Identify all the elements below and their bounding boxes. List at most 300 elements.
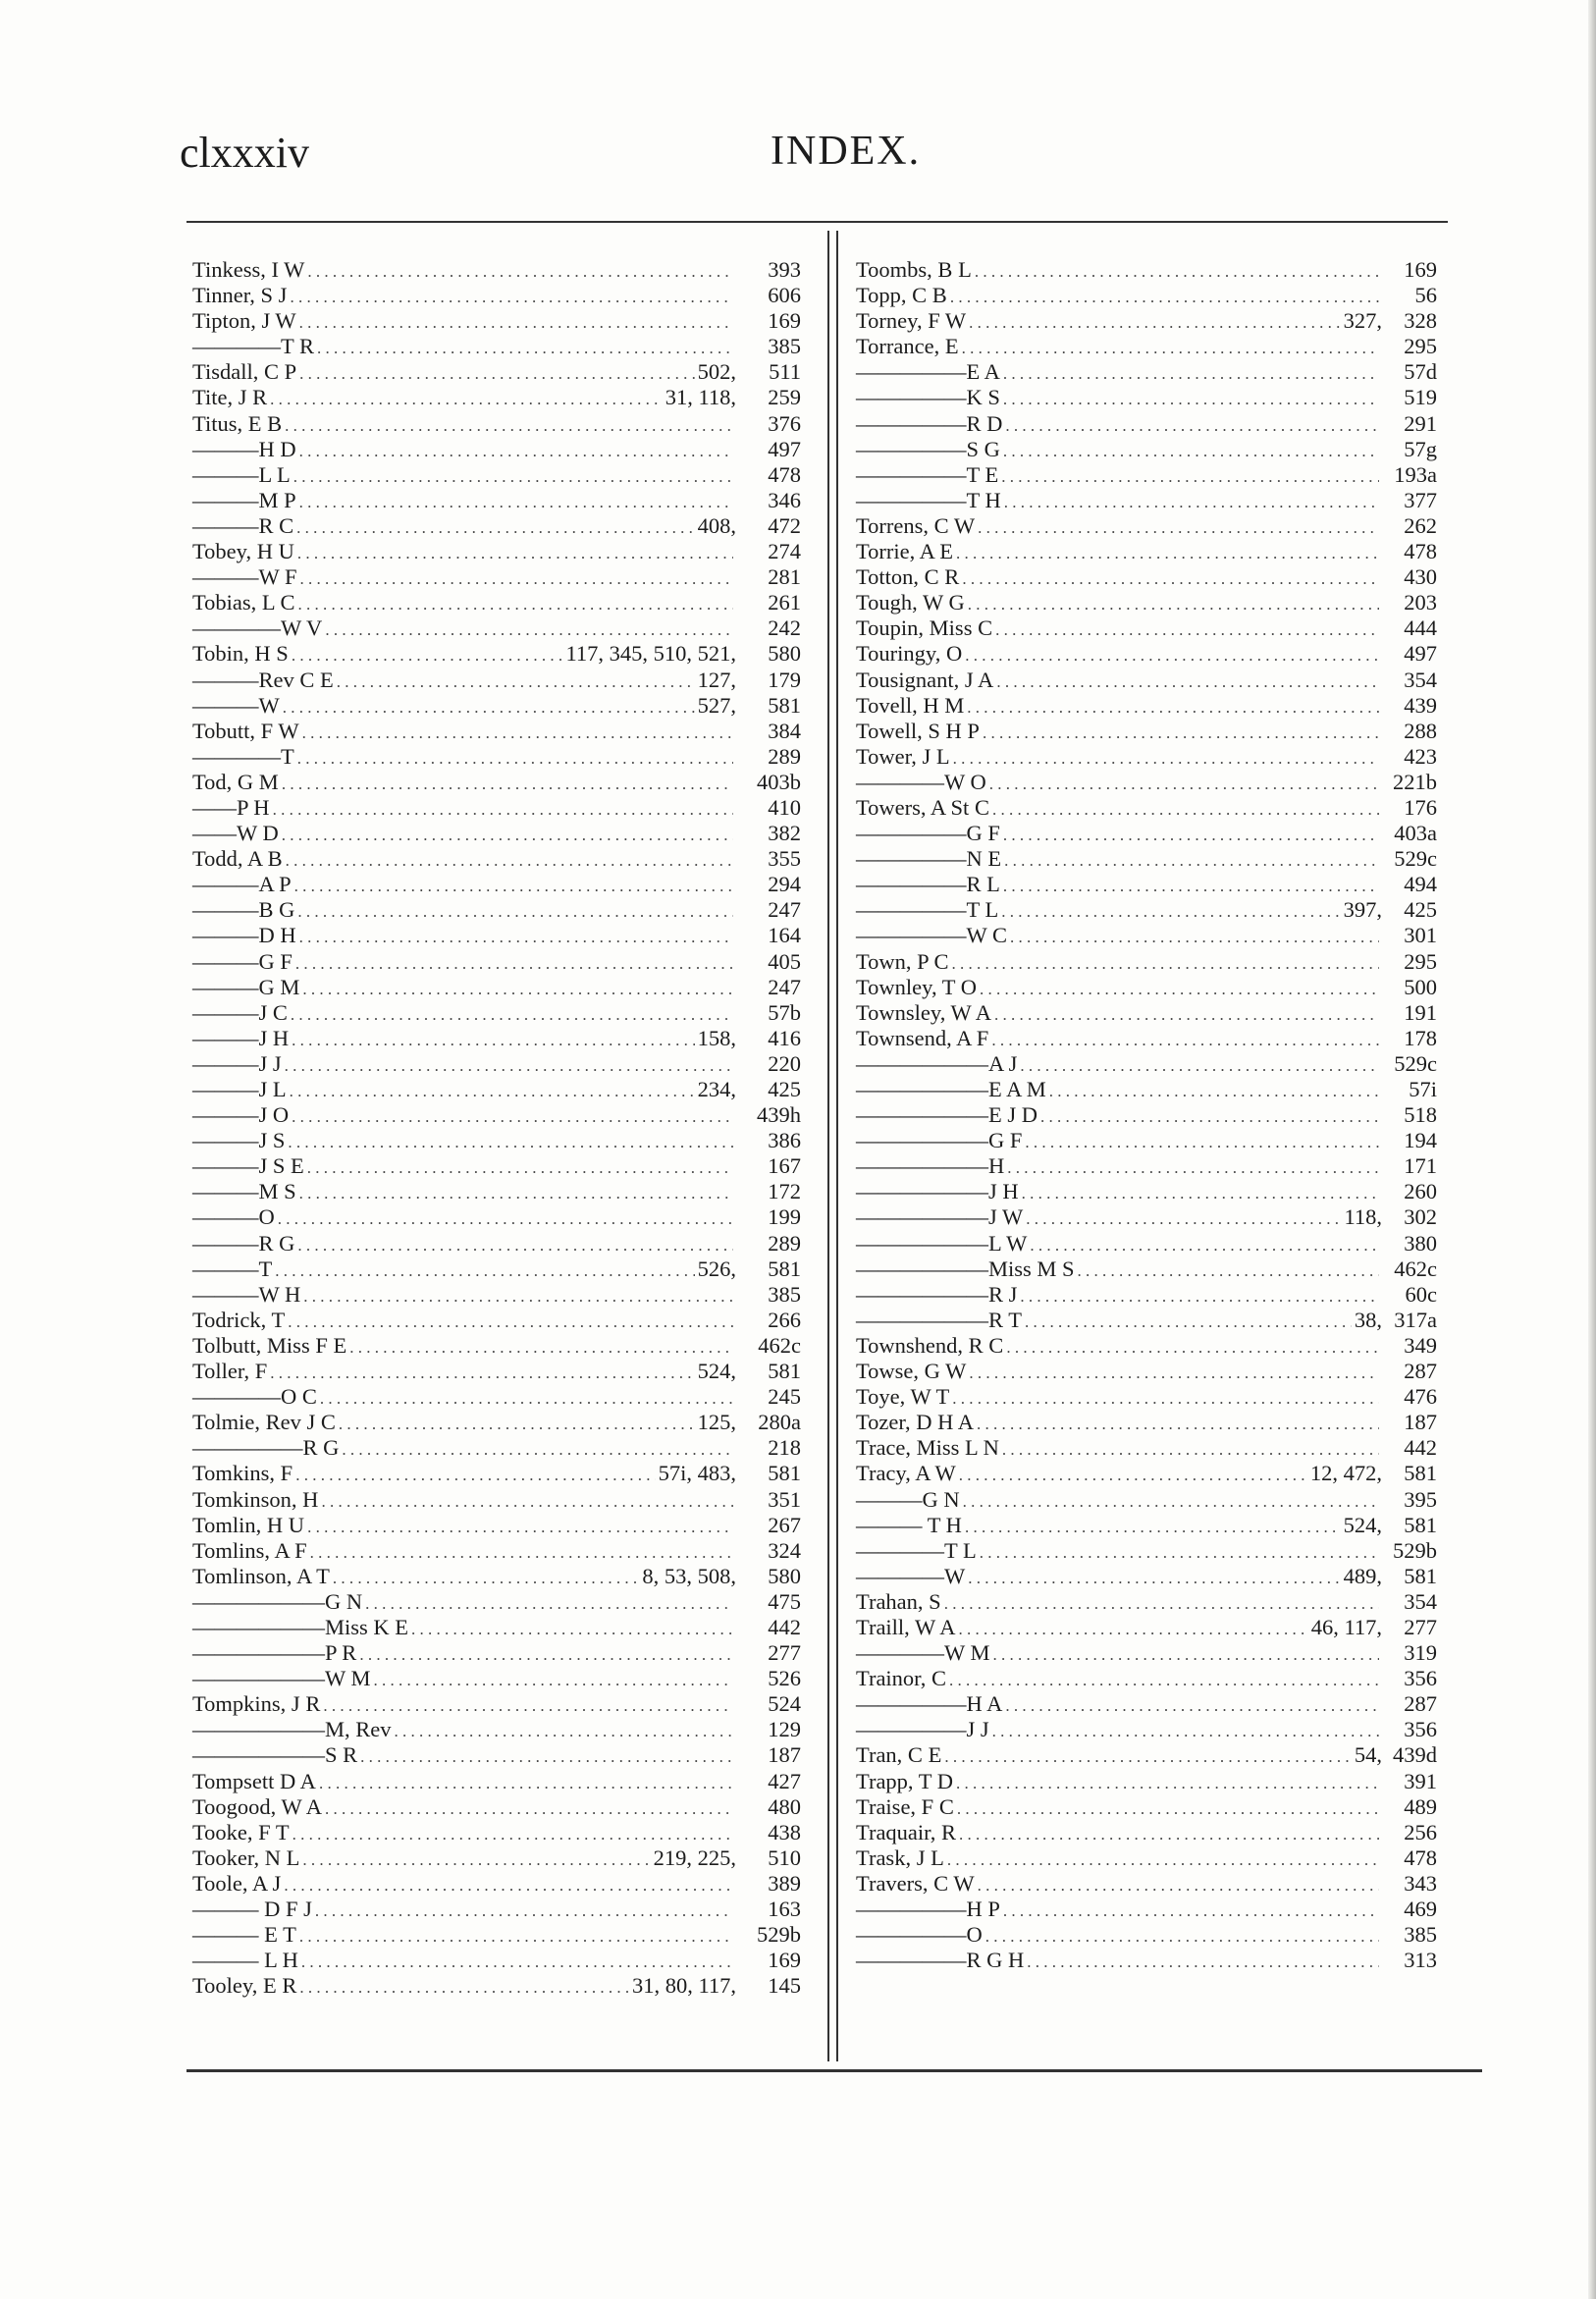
index-entry [856,1742,1437,1768]
entry-name: Torrens, C W [856,512,976,538]
entry-name: —————R G [192,1435,340,1461]
index-entry [856,1461,1437,1486]
entry-name: Tomkins, F [192,1461,293,1486]
entry-page: 416 [768,1025,801,1050]
entry-name: Toogood, W A [192,1793,322,1819]
index-entry [192,462,801,488]
dot-leader [286,851,733,871]
entry-page: 172 [768,1179,801,1204]
entry-name: Tooley, E R [192,1973,297,1999]
dot-leader [270,390,663,409]
dot-leader [1003,364,1379,384]
index-entry [192,1128,801,1153]
index-entry [192,1640,801,1666]
entry-page: 389 [768,1870,801,1896]
entry-name: ————O C [192,1384,317,1410]
index-entry [856,1871,1437,1897]
entry-name: Traise, F C [856,1793,954,1819]
dot-leader [307,1518,733,1537]
index-entry [192,719,801,744]
entry-name: ———W [192,692,280,718]
index-entry [192,539,801,564]
dot-leader [1001,467,1379,487]
entry-page: 403b [757,769,801,794]
index-entry [192,1513,801,1538]
index-entry [192,1564,801,1589]
entry-page: 164 [768,923,801,948]
entry-page: 385 [768,334,801,359]
dot-leader [956,1774,1379,1793]
entry-name: ——— T H [856,1512,962,1537]
dot-leader [963,1492,1379,1512]
entry-name: ———H D [192,436,296,461]
dot-leader [288,1133,733,1152]
entry-page: 386 [768,1128,801,1153]
index-entry [192,1282,801,1308]
dot-leader [325,1799,733,1819]
dot-leader [299,1184,733,1203]
entry-page: 377 [1404,487,1437,512]
index-entry [856,1769,1437,1794]
entry-page: 169 [768,308,801,334]
index-entry [856,1487,1437,1513]
entry-name: ——————E A M [856,1077,1046,1101]
entry-name: Tobutt, F W [192,718,299,743]
entry-name: ———B G [192,897,295,923]
index-entry [856,615,1437,641]
entry-name: Tomlins, A F [192,1537,307,1563]
index-entry [856,1513,1437,1538]
index-entry [856,1179,1437,1204]
dot-leader [292,1107,733,1127]
entry-page: 529b [757,1922,801,1948]
entry-name: Trask, J L [856,1845,944,1870]
dot-leader [299,364,695,384]
dot-leader [297,902,733,922]
index-entry [856,513,1437,539]
dot-leader [299,313,733,333]
entry-page: 328 [1404,308,1437,334]
index-entry [192,1666,801,1691]
index-entry [856,539,1437,564]
entry-page: 427 [768,1768,801,1793]
entry-name: Torney, F W [856,308,967,334]
index-entry [856,1153,1437,1179]
entry-name: Townley, T O [856,974,978,999]
dot-leader [975,262,1379,282]
entry-name: Tolmie, Rev J C [192,1410,336,1435]
index-entry [192,1308,801,1333]
entry-page: 478 [1404,539,1437,564]
index-entry [856,1333,1437,1359]
entry-page: 384 [768,718,801,743]
dot-leader [339,1415,695,1434]
entry-page: 462c [1394,1256,1437,1281]
index-entry [856,975,1437,1000]
entry-page: 194 [1404,1128,1437,1153]
entry-page: 511 [769,359,801,385]
index-entry [192,1742,801,1768]
index-entry [192,872,801,897]
dot-leader [962,339,1379,358]
dot-leader [296,518,694,538]
dot-leader [282,826,733,845]
entry-name: Toole, A J [192,1870,282,1896]
entry-page: 277 [768,1640,801,1666]
entry-name: Tomkinson, H [192,1486,319,1512]
index-entry [192,308,801,334]
entry-page: 529c [1394,1050,1437,1076]
entry-page: 581 [1404,1563,1437,1588]
index-entry [192,1384,801,1410]
entry-name: ——— D F J [192,1897,312,1921]
entry-name: ——————P R [192,1640,357,1666]
entry-references: 408, [697,512,736,538]
entry-page: 60c [1405,1281,1437,1307]
index-entry [192,1948,801,1973]
dot-leader [1004,851,1379,871]
dot-leader [299,569,733,589]
dot-leader [295,954,733,974]
entry-page: 580 [768,1563,801,1588]
entry-page: 497 [1404,641,1437,667]
entry-page: 245 [768,1384,801,1410]
entry-name: Trainor, C [856,1666,947,1691]
entry-name: Titus, E B [192,410,283,436]
entry-references: 397, [1343,897,1382,923]
entry-name: —————S G [856,436,1000,461]
entry-page: 469 [1404,1897,1437,1921]
dot-leader [959,1825,1379,1845]
entry-name: Tite, J R [192,385,268,410]
entry-page: 497 [768,436,801,461]
entry-page: 262 [1404,512,1437,538]
entry-page: 163 [768,1897,801,1921]
entry-page: 129 [768,1717,801,1742]
dot-leader [307,1158,733,1178]
entry-name: ———J O [192,1102,290,1128]
dot-leader [303,1287,733,1307]
dot-leader [293,1825,733,1845]
entry-name: ———J J [192,1050,282,1076]
dot-leader [977,1415,1379,1434]
column-divider [827,231,838,2061]
dot-leader [969,1363,1379,1383]
index-entry [192,1538,801,1564]
entry-page: 480 [768,1793,801,1819]
entry-page: 319 [1404,1640,1437,1666]
entry-name: ——————G N [192,1588,363,1614]
entry-name: ———J H [192,1025,290,1050]
entry-page: 526 [768,1666,801,1691]
entry-name: Travers, C W [856,1870,975,1896]
entry-name: Towell, S H P [856,718,980,743]
entry-page: 301 [1404,923,1437,948]
entry-page: 385 [1404,1922,1437,1948]
index-entry [192,334,801,359]
dot-leader [1030,1236,1379,1256]
entry-page: 494 [1404,872,1437,897]
dot-leader [278,1209,733,1229]
entry-page: 218 [768,1435,801,1461]
entry-references: 46, 117, [1310,1614,1382,1639]
entry-name: ————W [856,1563,966,1588]
dot-leader [1007,1158,1379,1178]
dot-leader [994,1005,1379,1025]
index-entry [192,1922,801,1948]
entry-name: ———L L [192,461,291,487]
dot-leader [302,980,733,999]
entry-page: 425 [768,1077,801,1101]
entry-page: 581 [1404,1512,1437,1537]
index-entry [856,308,1437,334]
entry-page: 439 [1404,692,1437,718]
entry-page: 606 [768,283,801,308]
dot-leader [320,1389,733,1409]
entry-references: 524, [697,1359,736,1384]
entry-name: ———G N [856,1486,960,1512]
entry-references: 127, [697,667,736,692]
entry-name: ———R C [192,512,294,538]
entry-name: ——W D [192,821,279,846]
dot-leader [319,1774,733,1793]
entry-name: —————N E [856,846,1002,872]
entry-name: Trapp, T D [856,1768,953,1793]
dot-leader [962,569,1379,589]
dot-leader [1025,1133,1379,1152]
dot-leader [273,800,733,820]
entry-name: Tod, G M [192,769,279,794]
dot-leader [295,1466,655,1485]
scan-edge-shadow [1588,0,1596,2299]
index-entry [192,1231,801,1256]
entry-page: 356 [1404,1717,1437,1742]
entry-page: 439h [757,1102,801,1128]
dot-leader [1022,1184,1379,1203]
entry-page: 247 [768,974,801,999]
entry-name: —————J J [856,1717,989,1742]
entry-page: 288 [1404,718,1437,743]
entry-name: Tomlin, H U [192,1512,305,1537]
dot-leader [299,1978,629,1998]
dot-leader [290,1082,695,1101]
entry-name: ——— E T [192,1922,296,1948]
index-entry [856,437,1437,462]
dot-leader [325,620,733,640]
dot-leader [292,646,563,666]
entry-references: 8, 53, 508, [642,1563,736,1588]
dot-leader [1020,1287,1379,1307]
entry-page: 324 [768,1537,801,1563]
entry-name: —————W C [856,923,1007,948]
entry-name: Tran, C E [856,1742,942,1768]
entry-page: 519 [1404,385,1437,410]
index-entry [856,668,1437,693]
entry-name: Tough, W G [856,590,965,615]
index-entry [856,359,1437,385]
index-entry [192,770,801,795]
index-entry [192,359,801,385]
dot-leader [1006,1338,1379,1358]
index-entry [192,385,801,410]
dot-leader [947,1850,1379,1870]
entry-name: Torrie, A E [856,539,954,564]
index-entry [856,1204,1437,1230]
entry-page: 281 [768,564,801,590]
index-entry [192,488,801,513]
entry-page: 351 [768,1486,801,1512]
entry-references: 502, [697,359,736,385]
index-entry [856,1922,1437,1948]
index-entry [192,1051,801,1077]
entry-page: 355 [768,846,801,872]
index-entry [856,1026,1437,1051]
index-entry [192,1204,801,1230]
entry-page: 57d [1404,359,1437,385]
dot-leader [1027,1952,1379,1972]
entry-name: Tooke, F T [192,1819,290,1845]
dot-leader [292,1031,694,1050]
entry-page: 266 [768,1307,801,1332]
entry-name: Totton, C R [856,564,960,590]
entry-name: Trace, Miss L N [856,1435,999,1461]
index-entry [856,719,1437,744]
index-entry [856,1102,1437,1128]
entry-page: 289 [768,1230,801,1256]
index-entry [192,257,801,283]
index-entry [192,1794,801,1820]
entry-name: Toller, F [192,1359,268,1384]
entry-name: Trahan, S [856,1588,941,1614]
index-entry [192,1820,801,1845]
entry-page: 302 [1404,1204,1437,1230]
entry-name: Tracy, A W [856,1461,956,1486]
entry-name: —————T L [856,897,999,923]
entry-page: 56 [1414,283,1437,308]
entry-name: Townsend, A F [856,1025,989,1050]
dot-leader [989,775,1379,794]
entry-name: ———Rev C E [192,667,334,692]
entry-name: ————W M [856,1640,990,1666]
index-entry [192,1333,801,1359]
index-entry [856,1000,1437,1026]
dot-leader [957,1799,1379,1819]
dot-leader [1026,1209,1341,1229]
dot-leader [359,1645,733,1665]
entry-name: ——————Miss M S [856,1256,1075,1281]
index-entry [192,846,801,872]
entry-name: Traill, W A [856,1614,956,1639]
index-entry [856,1435,1437,1461]
entry-name: Tousignant, J A [856,667,994,692]
entry-name: Tinkess, I W [192,257,305,282]
entry-name: Torrance, E [856,334,959,359]
index-entry [192,949,801,975]
index-entry [856,1640,1437,1666]
index-entry [856,744,1437,770]
entry-name: Toupin, Miss C [856,615,993,641]
entry-page: 295 [1404,948,1437,974]
entry-name: Tinner, S J [192,283,288,308]
entry-page: 403a [1394,821,1437,846]
dot-leader [959,1620,1308,1639]
dot-leader [323,1696,733,1716]
entry-name: ———J L [192,1077,287,1101]
dot-leader [996,672,1379,692]
entry-page: 291 [1404,410,1437,436]
entry-references: 118, [1344,1204,1382,1230]
entry-page: 393 [768,257,801,282]
index-entry [192,795,801,821]
entry-name: ——P H [192,794,270,820]
index-entry [856,1615,1437,1640]
index-entry [192,1769,801,1794]
dot-leader [302,1850,650,1870]
dot-leader [321,1492,733,1512]
entry-name: Toombs, B L [856,257,972,282]
entry-page: 380 [1404,1230,1437,1256]
dot-leader [293,467,733,487]
entry-name: ———G M [192,974,300,999]
dot-leader [968,1569,1340,1588]
dot-leader [965,1518,1341,1537]
entry-name: ————W V [192,615,323,641]
entry-references: 54, [1354,1742,1382,1768]
entry-name: —————E A [856,359,1000,385]
index-entry [856,872,1437,897]
index-entry [192,897,801,923]
entry-name: Tooker, N L [192,1845,300,1870]
entry-name: ——————E J D [856,1102,1037,1128]
entry-name: ———R G [192,1230,295,1256]
entry-page: 277 [1404,1614,1437,1639]
index-entry [856,334,1437,359]
dot-leader [317,339,733,358]
index-entry [192,1871,801,1897]
entry-page: 294 [768,872,801,897]
index-entry [856,1282,1437,1308]
dot-leader [395,1722,734,1741]
entry-page: 220 [768,1050,801,1076]
entry-page: 438 [768,1819,801,1845]
entry-page: 524 [768,1691,801,1717]
entry-name: ——————S R [192,1742,358,1768]
entry-name: ——————Miss K E [192,1614,409,1639]
entry-page: 169 [1404,257,1437,282]
entry-page: 476 [1404,1384,1437,1410]
entry-references: 219, 225, [653,1845,736,1870]
entry-name: Town, P C [856,948,949,974]
entry-page: 187 [768,1742,801,1768]
entry-name: ———J S [192,1128,286,1153]
index-entry [856,564,1437,590]
dot-leader [983,723,1379,743]
dot-leader [315,1901,733,1921]
entry-page: 256 [1404,1819,1437,1845]
entry-name: —————H A [856,1691,1003,1717]
entry-name: Topp, C B [856,283,947,308]
entry-page: 343 [1404,1870,1437,1896]
entry-page: 178 [1404,1025,1437,1050]
index-entry [192,1359,801,1384]
entry-page: 354 [1404,1588,1437,1614]
entry-page: 382 [768,821,801,846]
dot-leader [959,1466,1307,1485]
dot-leader [299,493,733,512]
index-entry [856,1666,1437,1691]
dot-leader [953,749,1379,769]
entry-name: ———G F [192,948,293,974]
